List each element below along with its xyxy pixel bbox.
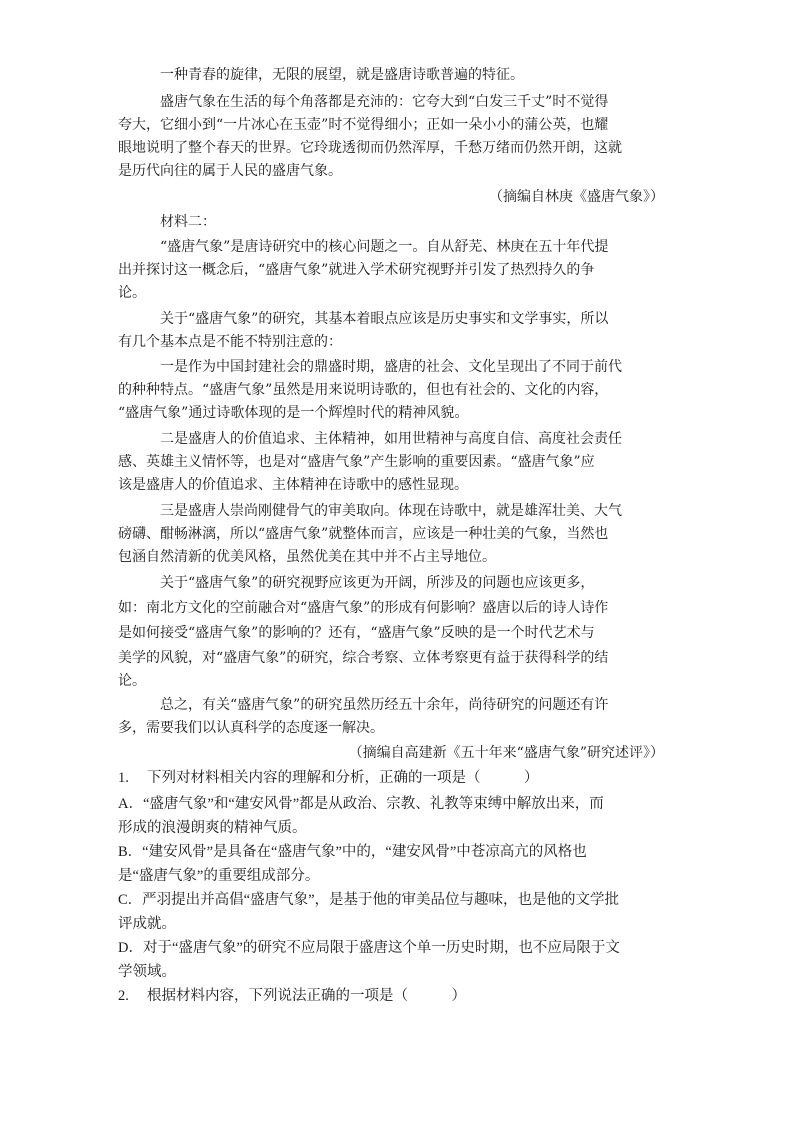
paragraph-line: 一是作为中国封建社会的鼎盛时期，盛唐的社会、文化呈现出了不同于前代 (160, 359, 622, 375)
section-heading: 材料二： (160, 214, 216, 230)
paragraph-line: 美学的风貌，对“盛唐气象”的研究，综合考察、立体考察更有益于获得科学的结 (118, 650, 609, 666)
paragraph-line: “盛唐气象”是唐诗研究中的核心问题之一。自从舒芜、林庚在五十年代提 (160, 239, 609, 255)
paragraph-line: 二是盛唐人的价值追求、主体精神，如用世精神与高度自信、高度社会责任 (160, 431, 622, 447)
source-citation: （摘编自高建新《五十年来“盛唐气象”研究述评》） (348, 745, 664, 761)
paragraph-line: 盛唐气象在生活的每个角落都是充沛的：它夸大到“白发三千丈”时不觉得 (160, 94, 609, 110)
paragraph-line: 三是盛唐人崇尚刚健骨气的审美取向。体现在诗歌中，就是雄浑壮美、大气 (160, 503, 622, 519)
option-a-cont: 形成的浪漫朗爽的精神气质。 (118, 820, 307, 836)
paragraph-line: 有几个基本点是不能不特别注意的： (118, 334, 342, 350)
paragraph-line: 关于“盛唐气象”的研究视野应该更为开阔，所涉及的问题也应该更多， (160, 575, 595, 591)
paragraph-line: 多，需要我们以认真科学的态度逐一解决。 (118, 720, 384, 736)
option-d-cont: 学领域。 (118, 964, 176, 980)
paragraph-line: 一种青春的旋律，无限的展望，就是盛唐诗歌普遍的特征。 (160, 67, 524, 83)
paragraph-line: 如：南北方文化的空前融合对“盛唐气象”的形成有何影响？盛唐以后的诗人诗作 (118, 600, 609, 616)
option-b: B．“建安风骨”是具备在“盛唐气象”中的，“建安风骨”中苍凉高亢的风格也 (118, 844, 587, 860)
source-citation: （摘编自林庚《盛唐气象》） (489, 189, 664, 205)
paragraph-line: 论。 (118, 673, 146, 689)
paragraph-line: 论。 (118, 285, 146, 301)
option-b-cont: 是“盛唐气象”的重要组成部分。 (118, 868, 320, 884)
paragraph-line: 磅礴、酣畅淋漓，所以“盛唐气象”就整体而言，应该是一种壮美的气象，当然也 (118, 526, 609, 542)
paragraph-line: 的种种特点。“盛唐气象”虽然是用来说明诗歌的，但也有社会的、文化的内容， (118, 382, 609, 398)
paragraph-line: 感、英雄主义情怀等，也是对“盛唐气象”产生影响的重要因素。“盛唐气象”应 (118, 454, 595, 470)
paragraph-line: 是如何接受“盛唐气象”的影响的？还有，“盛唐气象”反映的是一个时代艺术与 (118, 625, 595, 641)
paragraph-line: 夸大，它细小到“一片冰心在玉壶”时不觉得细小；正如一朵小小的蒲公英，也耀 (118, 117, 609, 133)
question-2: 2. 根据材料内容，下列说法正确的一项是（ ） (118, 988, 466, 1004)
paragraph-line: 包涵自然清新的优美风格，虽然优美在其中并不占主导地位。 (118, 549, 496, 565)
paragraph-line: 出并探讨这一概念后，“盛唐气象”就进入学术研究视野并引发了热烈持久的争 (118, 262, 595, 278)
paragraph-line: 总之，有关“盛唐气象”的研究虽然历经五十余年，尚待研究的问题还有许 (160, 697, 609, 713)
paragraph-line: “盛唐气象”通过诗歌体现的是一个辉煌时代的精神风貌。 (118, 405, 469, 421)
paragraph-line: 关于“盛唐气象”的研究，其基本着眼点应该是历史事实和文学事实，所以 (160, 311, 609, 327)
option-a: A．“盛唐气象”和“建安风骨”都是从政治、宗教、礼教等束缚中解放出来，而 (118, 796, 604, 812)
paragraph-line: 该是盛唐人的价值追求、主体精神在诗歌中的感性显现。 (118, 477, 468, 493)
paragraph-line: 眼地说明了整个春天的世界。它玲珑透彻而仍然浑厚，千愁万绪而仍然开朗，这就 (118, 140, 622, 156)
paragraph-line: 是历代向往的属于人民的盛唐气象。 (118, 163, 342, 179)
question-1: 1. 下列对材料相关内容的理解和分析，正确的一项是（ ） (118, 770, 539, 786)
option-c-cont: 评成就。 (118, 916, 176, 932)
option-c: C．严羽提出并高倡“盛唐气象”，是基于他的审美品位与趣味，也是他的文学批 (118, 892, 620, 908)
option-d: D．对于“盛唐气象”的研究不应局限于盛唐这个单一历史时期，也不应局限于文 (118, 940, 620, 956)
